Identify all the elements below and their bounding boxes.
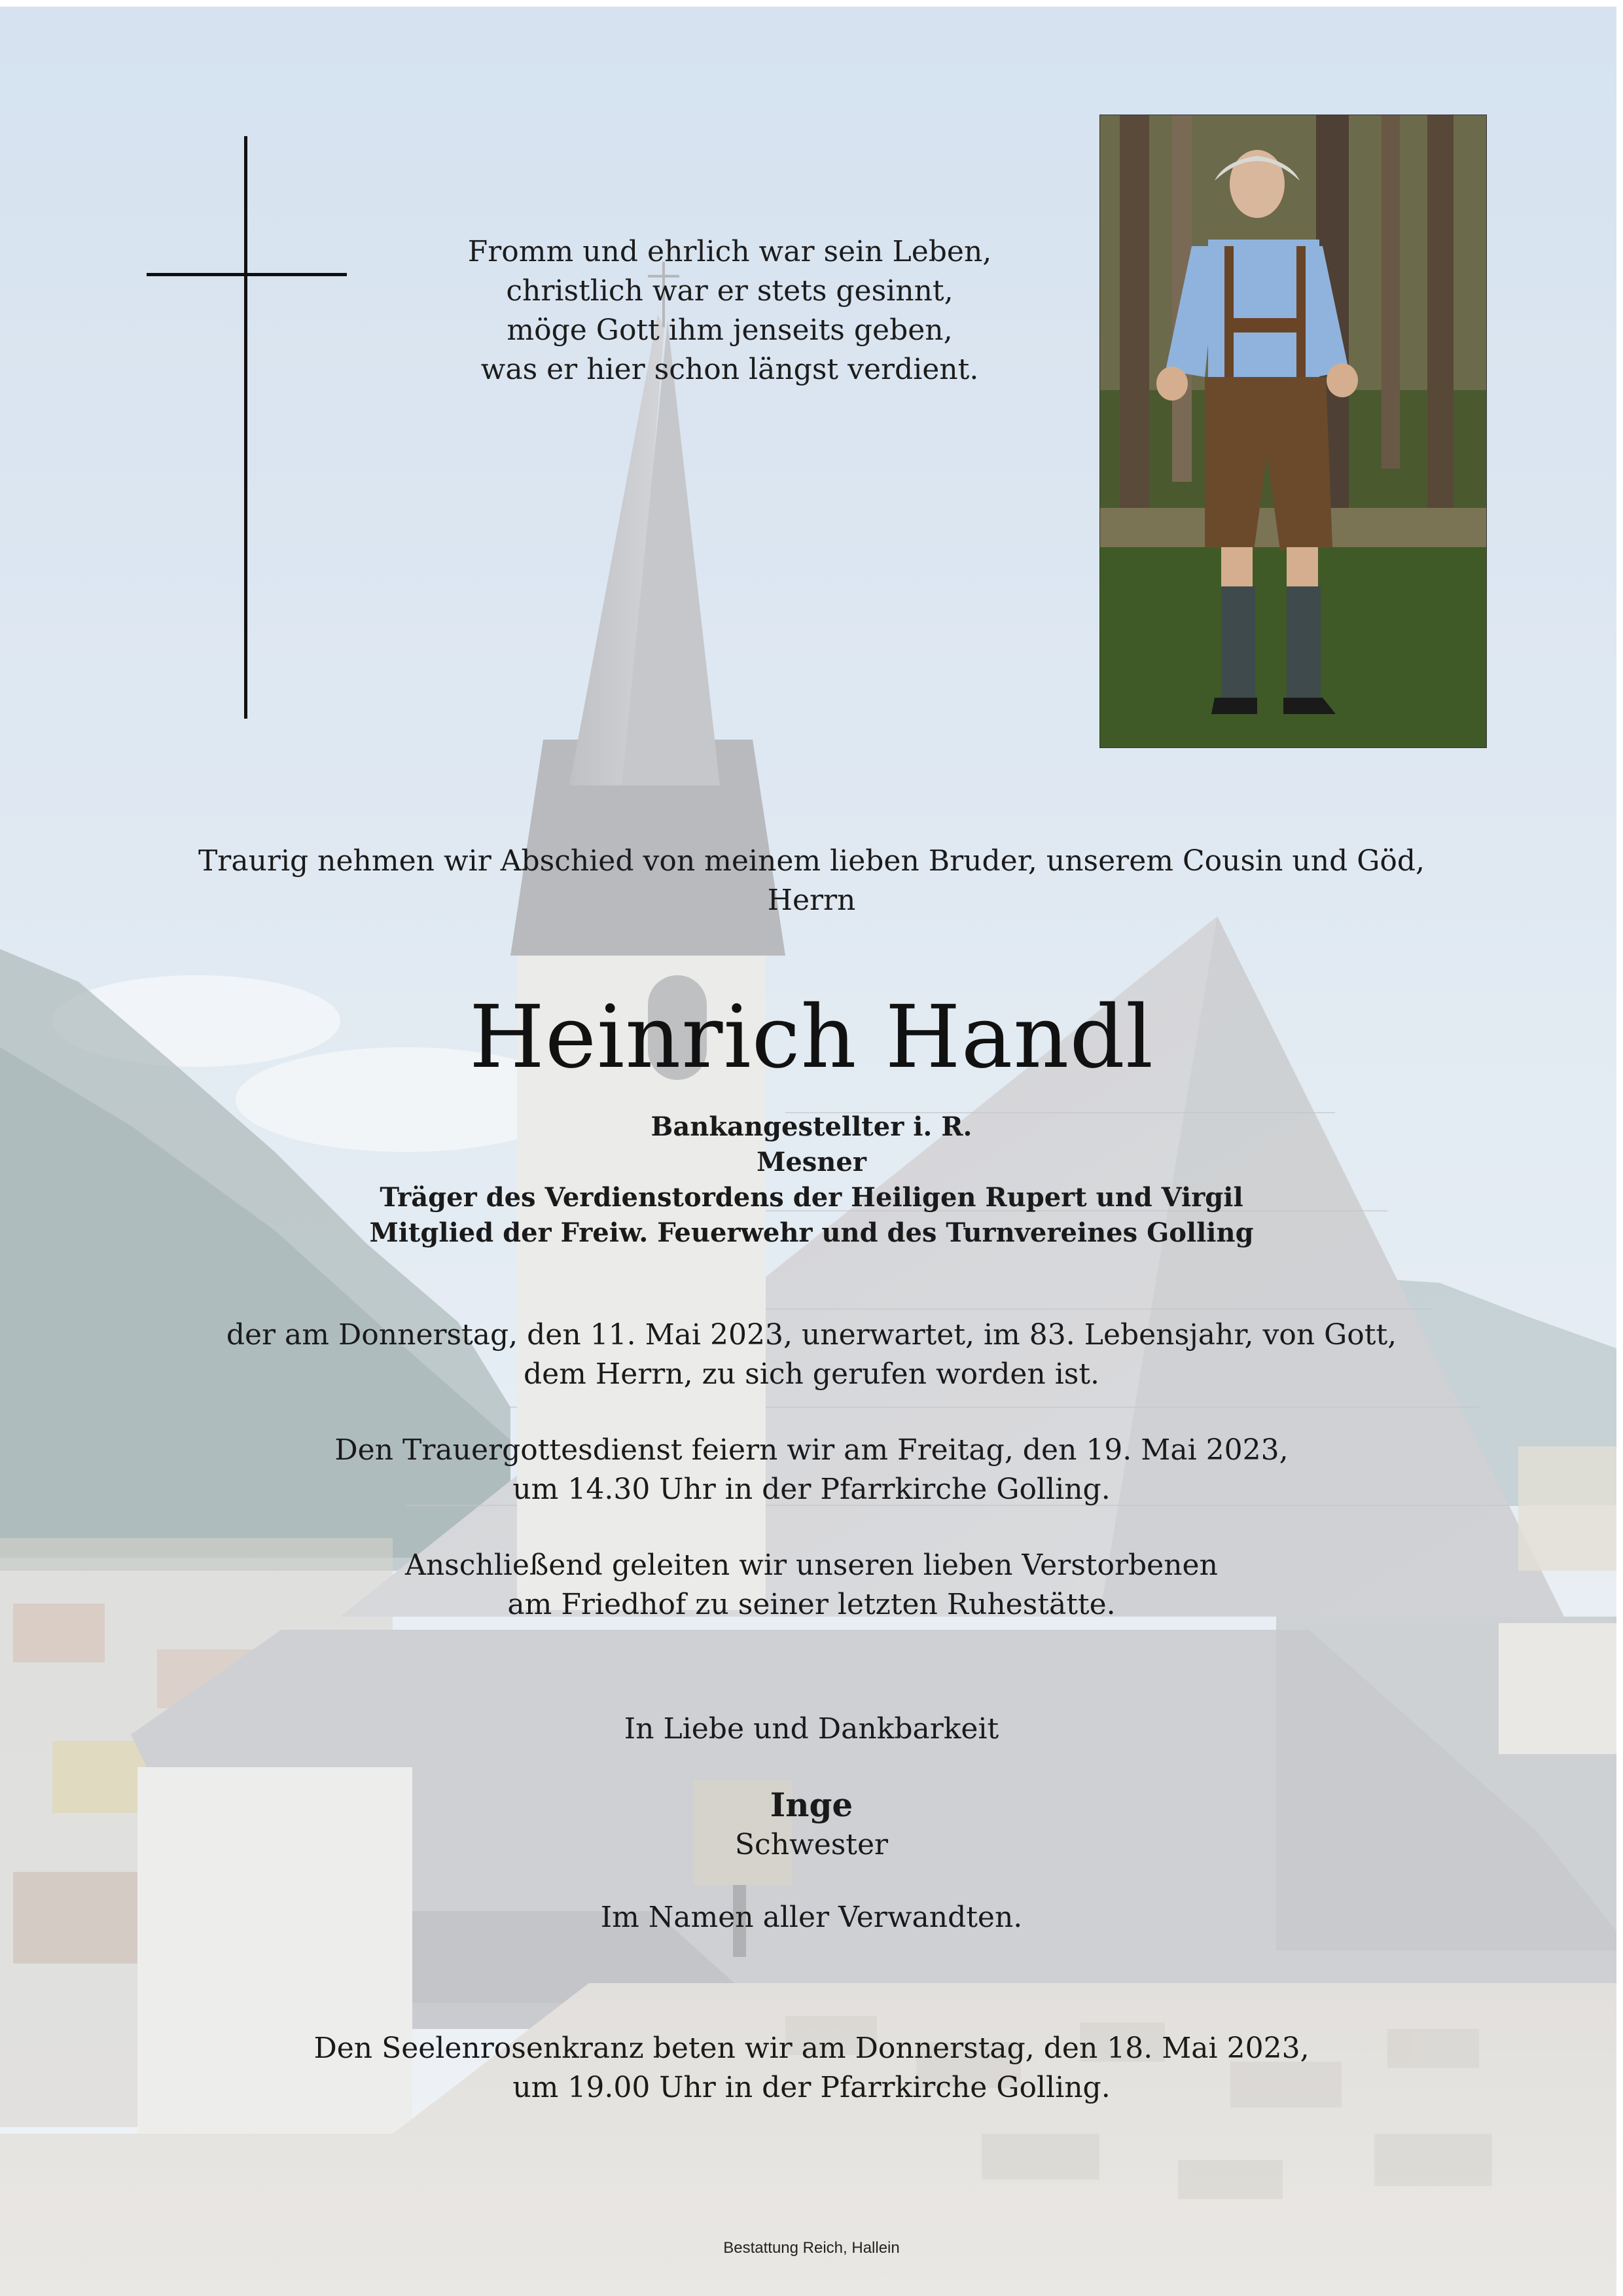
closing-text <box>144 1710 1479 1749</box>
intro-text <box>98 842 1525 920</box>
intro-line: Traurig nehmen wir Abschied von meinem lieben Bruder, unserem Cousin und Göd, <box>198 844 1425 878</box>
poem-line: Fromm und ehrlich war sein Leben, <box>467 235 992 268</box>
rosary-notice <box>144 2029 1479 2108</box>
deceased-titles <box>196 1109 1427 1251</box>
title-line: Träger des Verdienstordens der Heiligen Rupert und Virgil <box>380 1182 1243 1213</box>
intro-line: Herrn <box>767 884 856 917</box>
poem-line: was er hier schon längst verdient. <box>480 353 979 386</box>
cross-icon-vertical <box>244 136 247 719</box>
service-line: um 14.30 Uhr in der Pfarrkirche Golling. <box>512 1473 1111 1506</box>
service-line: Den Trauergottesdienst feiern wir am Freitag, den 19. Mai 2023, <box>334 1433 1289 1467</box>
rosary-line: um 19.00 Uhr in der Pfarrkirche Golling. <box>512 2071 1111 2104</box>
poem <box>393 232 1067 389</box>
mourner-relation: Schwester <box>734 1828 889 1861</box>
deceased-name: Heinrich Handl <box>469 987 1154 1088</box>
death-line: der am Donnerstag, den 11. Mai 2023, unerwartet, im 83. Lebensjahr, von Gott, <box>226 1318 1397 1352</box>
burial-line: Anschließend geleiten wir unseren lieben Verstorbenen <box>405 1549 1218 1582</box>
title-line: Mesner <box>757 1147 866 1177</box>
death-line: dem Herrn, zu sich gerufen worden ist. <box>523 1357 1100 1391</box>
relatives-text <box>144 1898 1479 1937</box>
cross-icon-horizontal <box>147 273 347 276</box>
mourner-name: Inge <box>770 1785 853 1824</box>
mourner <box>393 1784 1230 1863</box>
poem-line: möge Gott ihm jenseits geben, <box>507 314 953 347</box>
poem-line: christlich war er stets gesinnt, <box>506 274 954 308</box>
funeral-home-credit: Bestattung Reich, Hallein <box>723 2239 900 2257</box>
funeral-service <box>144 1431 1479 1509</box>
portrait-photo <box>1099 115 1487 748</box>
title-line: Bankangestellter i. R. <box>651 1111 972 1142</box>
rosary-line: Den Seelenrosenkranz beten wir am Donnerstag, den 18. Mai 2023, <box>313 2032 1310 2065</box>
title-line: Mitglied der Freiw. Feuerwehr und des Turnvereines Golling <box>369 1217 1254 1248</box>
death-notice <box>144 1316 1479 1394</box>
relatives-line: Im Namen aller Verwandten. <box>600 1901 1023 1934</box>
closing-line: In Liebe und Dankbarkeit <box>624 1712 999 1746</box>
burial-line: am Friedhof zu seiner letzten Ruhestätte. <box>507 1588 1116 1621</box>
burial-notice <box>144 1546 1479 1624</box>
